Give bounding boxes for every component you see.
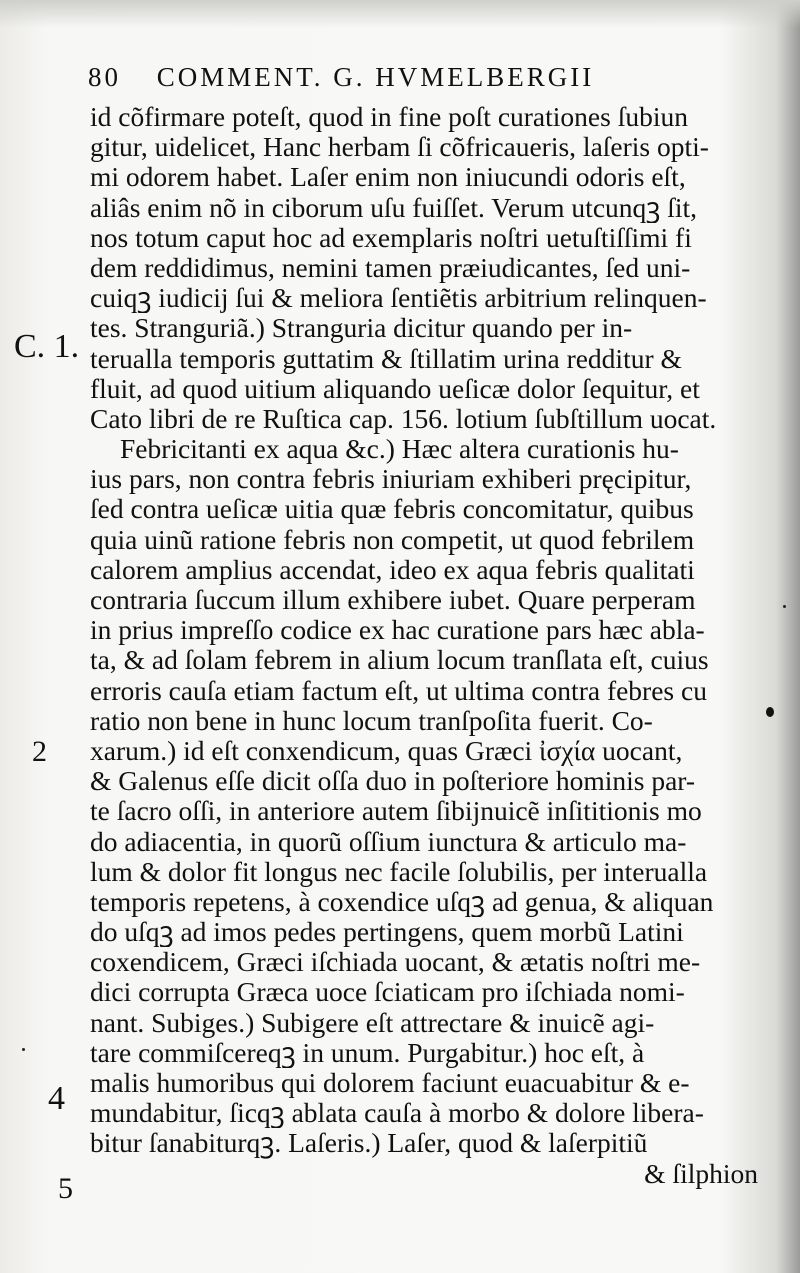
text-line: mi odorem habet. Laſer enim non iniucundi odoris eſt,	[90, 162, 686, 193]
text-line: in prius impreſſo codice ex hac curatione pars hæc abla-	[90, 615, 705, 646]
text-line: ius pars, non contra febris iniuriam exhiberi pręcipitur,	[90, 464, 692, 495]
text-line: tes. Stranguriã.) Stranguria dicitur quando per in-	[90, 313, 633, 344]
ink-dot	[766, 707, 774, 717]
text-line: do uſqꝫ ad imos pedes pertingens, quem morbũ Latini	[90, 917, 684, 948]
text-line: cuiqꝫ iudicij ſui & meliora ſentiẽtis arbitrium relinquen-	[90, 283, 707, 314]
text-line: do adiacentia, in quorũ oſſium iunctura & articulo ma-	[90, 826, 687, 857]
page-number: 80	[88, 62, 121, 92]
text-line: aliâs enim nõ in ciborum uſu fuiſſet. Verum utcunqꝫ ſit,	[90, 192, 697, 223]
text-line: bitur ſanabiturqꝫ. Laſeris.) Laſer, quod & laſerpitiũ	[90, 1128, 648, 1159]
text-line: gitur, uidelicet, Hanc herbam ſi cõfricaueris, laſeris opti-	[90, 132, 709, 163]
text-line: te ſacro oſſi, in anteriore autem ſibijnuicẽ inſititionis mo	[90, 796, 702, 827]
ink-speck	[22, 1048, 25, 1051]
ink-speck	[783, 605, 786, 608]
text-line: nant. Subiges.) Subigere eſt attrectare & inuicẽ agi-	[90, 1007, 655, 1038]
text-line: Cato libri de re Ruſtica cap. 156. lotium ſubſtillum uocat.	[90, 403, 717, 434]
page-shadow	[0, 0, 800, 28]
catchword: & ſilphion	[644, 1158, 758, 1189]
text-line: xarum.) id eſt conxendicum, quas Græci ἰσχία uocant,	[90, 735, 683, 766]
text-line: fluit, ad quod uitium aliquando ueſicæ dolor ſequitur, et	[90, 373, 700, 404]
text-line: quia uinũ ratione febris non competit, ut quod febrilem	[90, 524, 695, 555]
text-line: Febricitanti ex aqua &c.) Hæc altera curationis hu-	[120, 434, 679, 465]
text-line: dici corrupta Græca uoce ſciaticam pro iſchiada nomi-	[90, 977, 685, 1008]
text-line: ratio non bene in hunc locum tranſpoſita fuerit. Co-	[90, 705, 653, 736]
text-line: lum & dolor fit longus nec facile ſolubilis, per interualla	[90, 856, 708, 887]
margin-note-2: 2	[32, 735, 47, 768]
text-line: erroris cauſa etiam factum eſt, ut ultima contra febres cu	[90, 675, 707, 706]
text-line: nos totum caput hoc ad exemplaris noſtri uetuſtiſſimi fi	[90, 222, 692, 253]
text-line: calorem amplius accendat, ideo ex aqua febris qualitati	[90, 554, 695, 585]
text-line: tare commiſcereqꝫ in unum. Purgabitur.) hoc eſt, à	[90, 1037, 645, 1068]
text-line: malis humoribus qui dolorem faciunt euacuabitur & e-	[90, 1068, 690, 1098]
text-line: mundabitur, ſicqꝫ ablata cauſa à morbo & dolore libera-	[90, 1098, 704, 1129]
text-line: ſed contra ueſicæ uitia quæ febris concomitatur, quibus	[90, 494, 694, 525]
text-line: dem reddidimus, nemini tamen præiudicantes, ſed uni-	[90, 252, 691, 283]
running-title: COMMENT. G. HVMELBERGII	[156, 62, 595, 92]
text-line: ta, & ad ſolam febrem in alium locum tranſlata eſt, cuius	[90, 645, 709, 676]
text-line: temporis repetens, à coxendice uſqꝫ ad genua, & aliquan	[90, 886, 714, 917]
margin-note-5: 5	[58, 1172, 73, 1205]
text-line: & Galenus eſſe dicit oſſa duo in poſteriore hominis par-	[90, 766, 696, 797]
margin-note-c1: C. 1.	[14, 328, 80, 365]
text-line: id cõfirmare poteſt, quod in fine poſt curationes ſubiun	[90, 102, 688, 132]
running-header	[88, 62, 778, 96]
body-text	[90, 102, 758, 1189]
text-line: contraria ſuccum illum exhibere iubet. Quare perperam	[90, 585, 696, 615]
text-line: coxendicem, Græci iſchiada uocant, & ætatis noſtri me-	[90, 947, 701, 978]
margin-note-4: 4	[48, 1080, 65, 1117]
text-line: terualla temporis guttatim & ſtillatim urina redditur &	[90, 343, 682, 374]
